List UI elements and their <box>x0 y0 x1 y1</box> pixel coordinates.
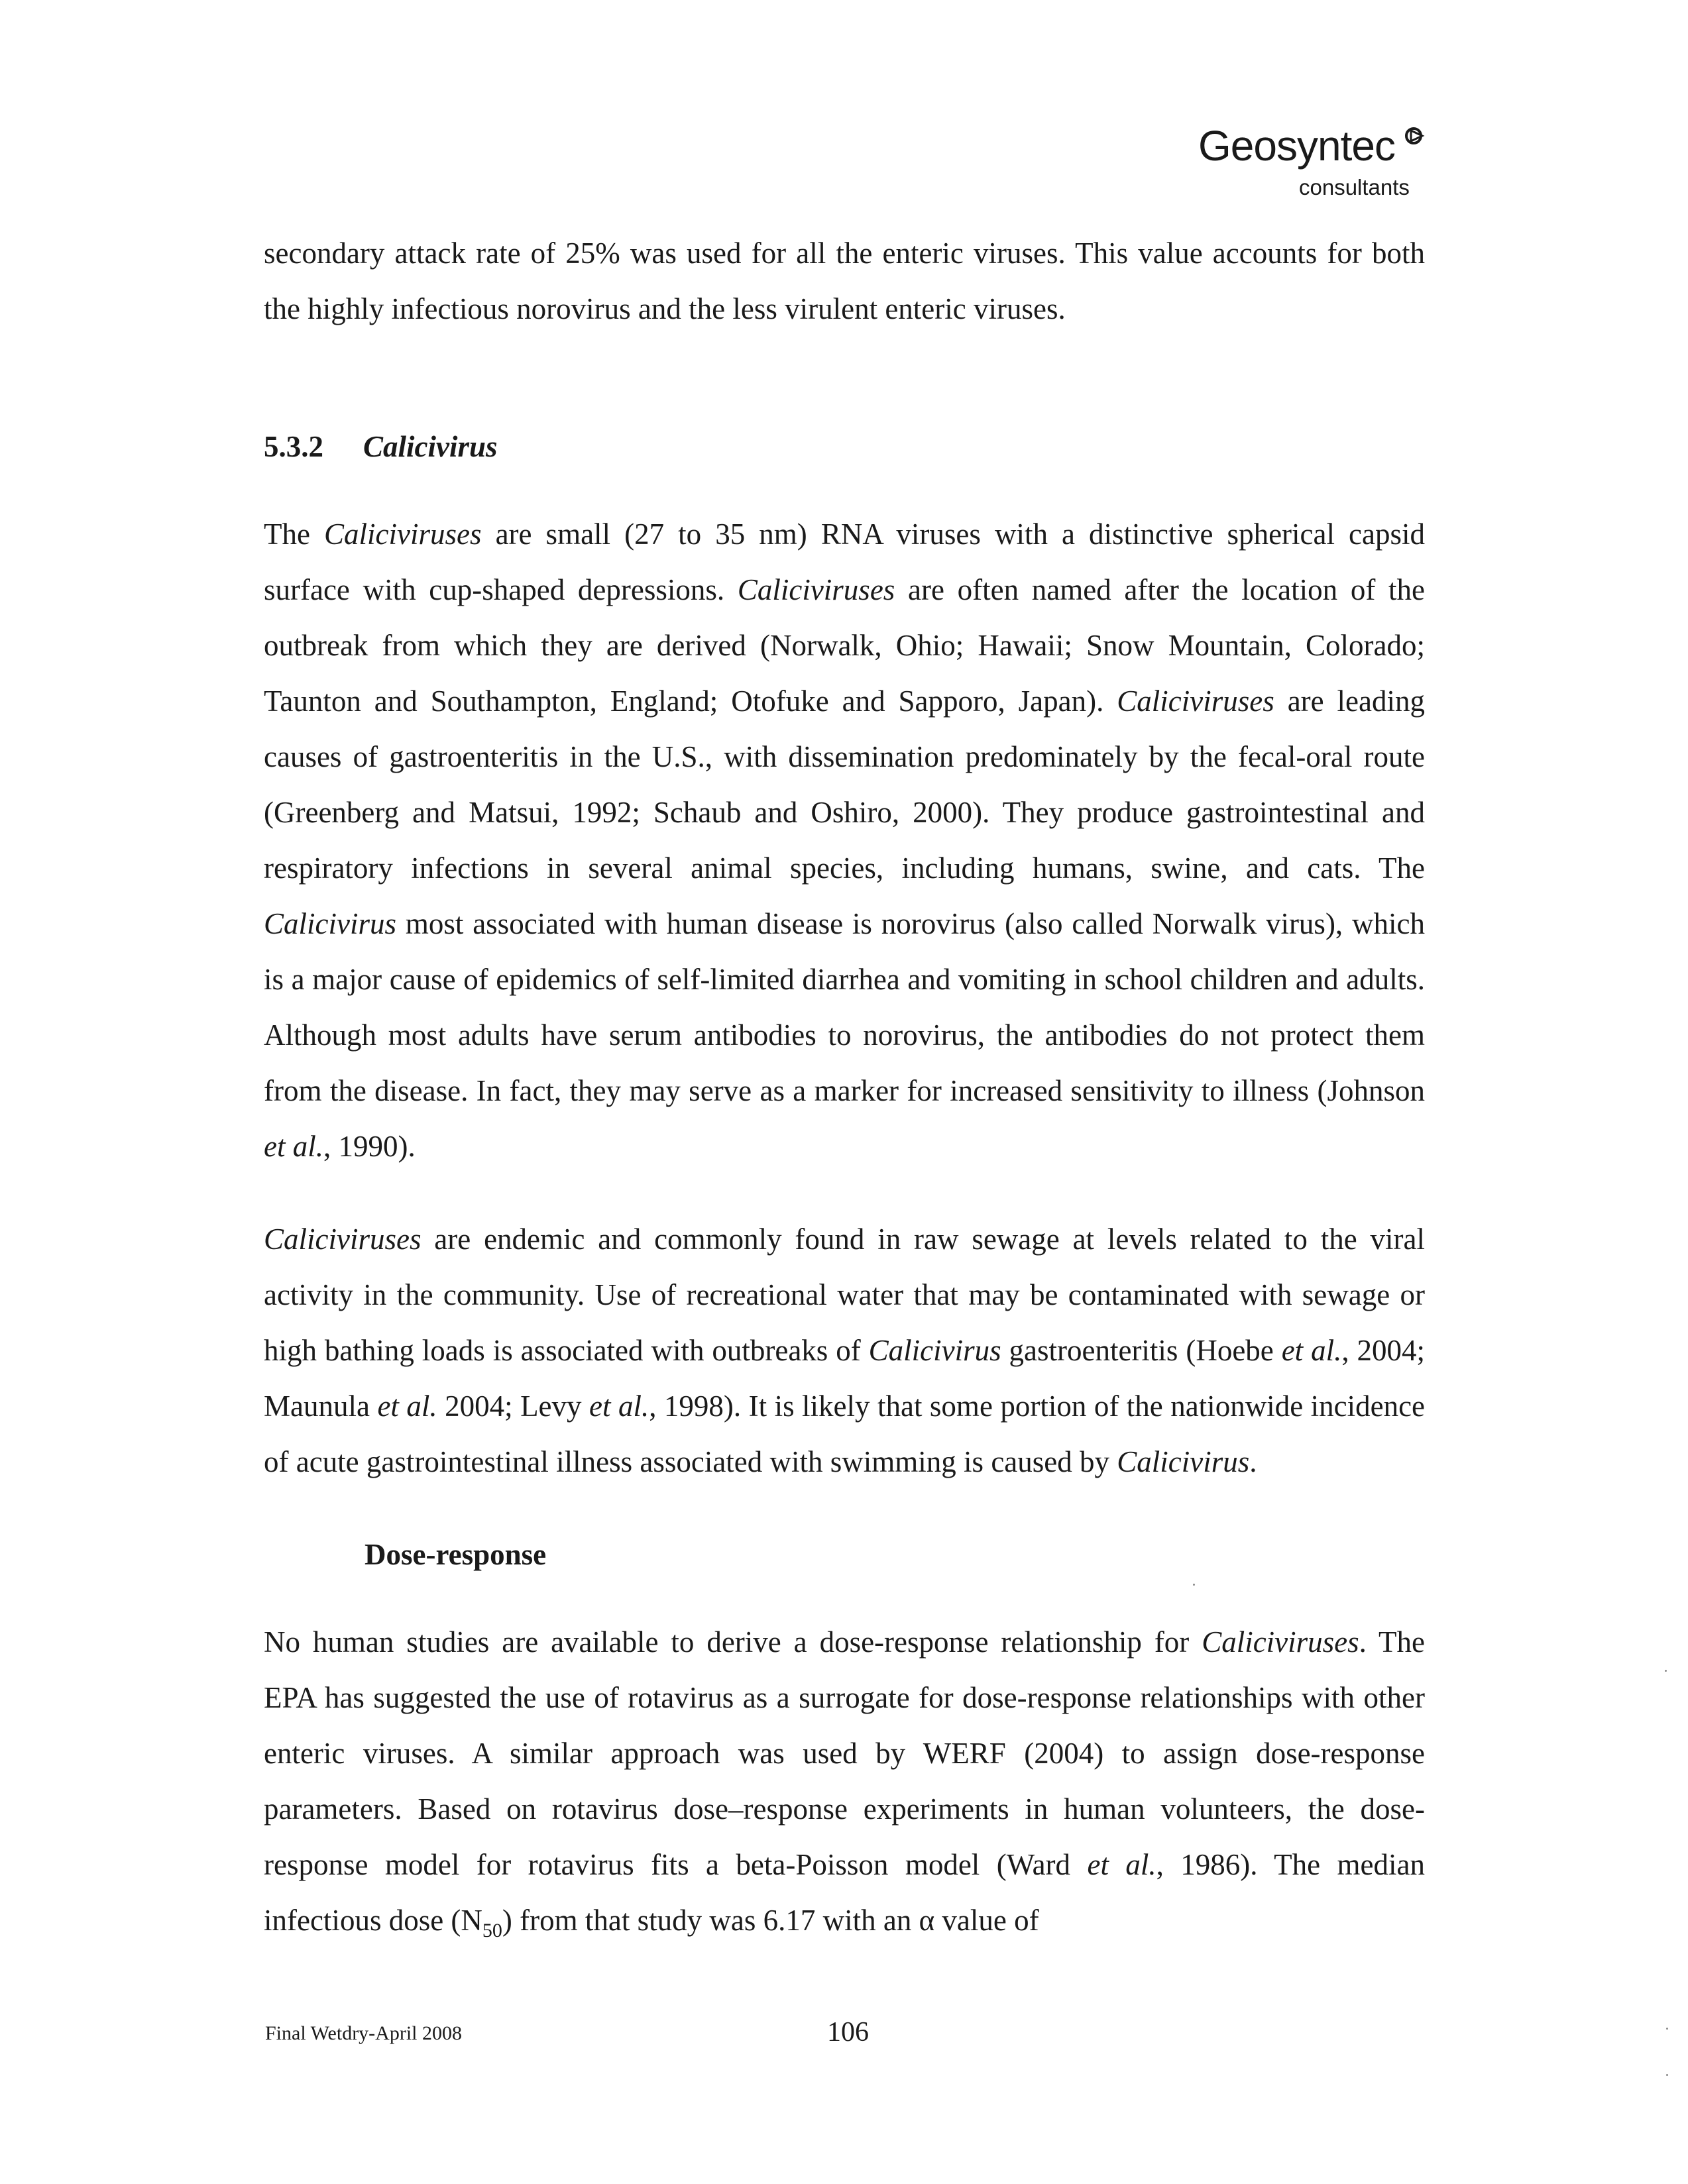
paragraph-intro: secondary attack rate of 25% was used for all the enteric viruses. This value accounts for both the highly infectious norovirus and the less virulent enteric viruses. <box>264 237 1425 325</box>
text-run: , 1990). <box>323 1130 416 1163</box>
scan-speck <box>1665 1670 1667 1672</box>
paragraph-dose-response <box>264 1614 1425 1948</box>
text-run: most associated with human disease is norovirus (also called Norwalk virus), which is a major cause of epidemics of self-limited diarrhea and vomiting in school children and adults. Although most adults have serum antibodies to norovirus, the antibodies do not protect them from the disease. In fact, they may serve as a marker for increased sensitivity to illness (Johnson <box>264 907 1425 1107</box>
paragraph-calicivirus-sewage <box>264 1211 1425 1490</box>
footer-document-id: Final Wetdry-April 2008 <box>265 2022 462 2044</box>
text-run: No human studies are available to derive a dose-response relationship for <box>264 1625 1202 1659</box>
citation-et-al: et al. <box>377 1390 437 1423</box>
text-run: are leading causes of gastroenteritis in the U.S., with dissemination predominately by the fecal-oral route (Greenberg and Matsui, 1992; Schaub and Oshiro, 2000). They produce gastrointestinal and respiratory infections in several animal species, including humans, swine, and cats. The <box>264 684 1425 885</box>
text-run: 2004; Levy <box>437 1390 589 1423</box>
italic-term: Calicivirus <box>1117 1445 1250 1478</box>
italic-term: Caliciviruses <box>737 573 895 606</box>
italic-term: Calicivirus <box>264 907 396 940</box>
subheading-dose-response: Dose-response <box>365 1538 547 1571</box>
citation-et-al: et al. <box>589 1390 649 1423</box>
text-run: , 2004; Maunula <box>264 1334 1426 1423</box>
text-run: are endemic and commonly found in raw sewage at levels related to the viral activity in the community. Use of recreational water that may be contaminated with sewage or high bathing loads is associated with outbreaks of <box>264 1223 1425 1367</box>
text-run: gastroenteritis (Hoebe <box>1001 1334 1282 1367</box>
text-run: . The EPA has suggested the use of rotavirus as a surrogate for dose-response relationships with other enteric viruses. A similar approach was used by WERF (2004) to assign dose-response parameters. Based on rotavirus dose–response experiments in human volunteers, the dose-response model for rotavirus fits a beta-Poisson model (Ward <box>264 1625 1425 1881</box>
article-the: The <box>264 518 325 551</box>
italic-term: Caliciviruses <box>324 518 482 551</box>
citation-et-al: et al. <box>1281 1334 1342 1367</box>
scan-speck <box>1193 1584 1195 1586</box>
text-run: . <box>1249 1445 1257 1478</box>
text-run: , 1986). The median infectious dose (N <box>264 1848 1425 1937</box>
document-body <box>264 225 1425 1948</box>
text-run: are small (27 to 35 nm) RNA viruses with a distinctive spherical capsid surface with cup-shaped depressions. <box>264 518 1425 606</box>
italic-term: Caliciviruses <box>1117 684 1274 718</box>
scan-speck <box>1666 2028 1668 2030</box>
subscript: 50 <box>482 1920 502 1941</box>
text-run: , 1998). It is likely that some portion of the nationwide incidence of acute gastrointestinal illness associated with swimming is caused by <box>264 1390 1426 1478</box>
footer-page-number: 106 <box>827 2017 869 2048</box>
citation-et-al: et al. <box>264 1130 323 1163</box>
citation-et-al: et al. <box>1087 1848 1156 1881</box>
logo-subtitle: consultants <box>1299 175 1410 199</box>
logo-triangle-icon <box>1405 126 1425 146</box>
section-title: Calicivirus <box>363 430 498 463</box>
section-number: 5.3.2 <box>264 430 323 463</box>
logo-name: Geosyntec <box>1198 122 1395 170</box>
geosyntec-logo <box>1198 122 1417 217</box>
text-run: are often named after the location of the outbreak from which they are derived (Norwalk, Ohio; Hawaii; Snow Mountain, Colorado; Taunton and Southampton, England; Otofuke and Sapporo, Japan). <box>264 573 1426 718</box>
italic-term: Calicivirus <box>868 1334 1001 1367</box>
text-run: ) from that study was 6.17 with an α value of <box>502 1904 1039 1937</box>
paragraph-calicivirus-description <box>264 506 1425 1174</box>
section-heading <box>264 419 1425 474</box>
scan-speck <box>1666 2074 1668 2076</box>
italic-term: Caliciviruses <box>264 1223 422 1256</box>
italic-term: Caliciviruses <box>1202 1625 1359 1659</box>
